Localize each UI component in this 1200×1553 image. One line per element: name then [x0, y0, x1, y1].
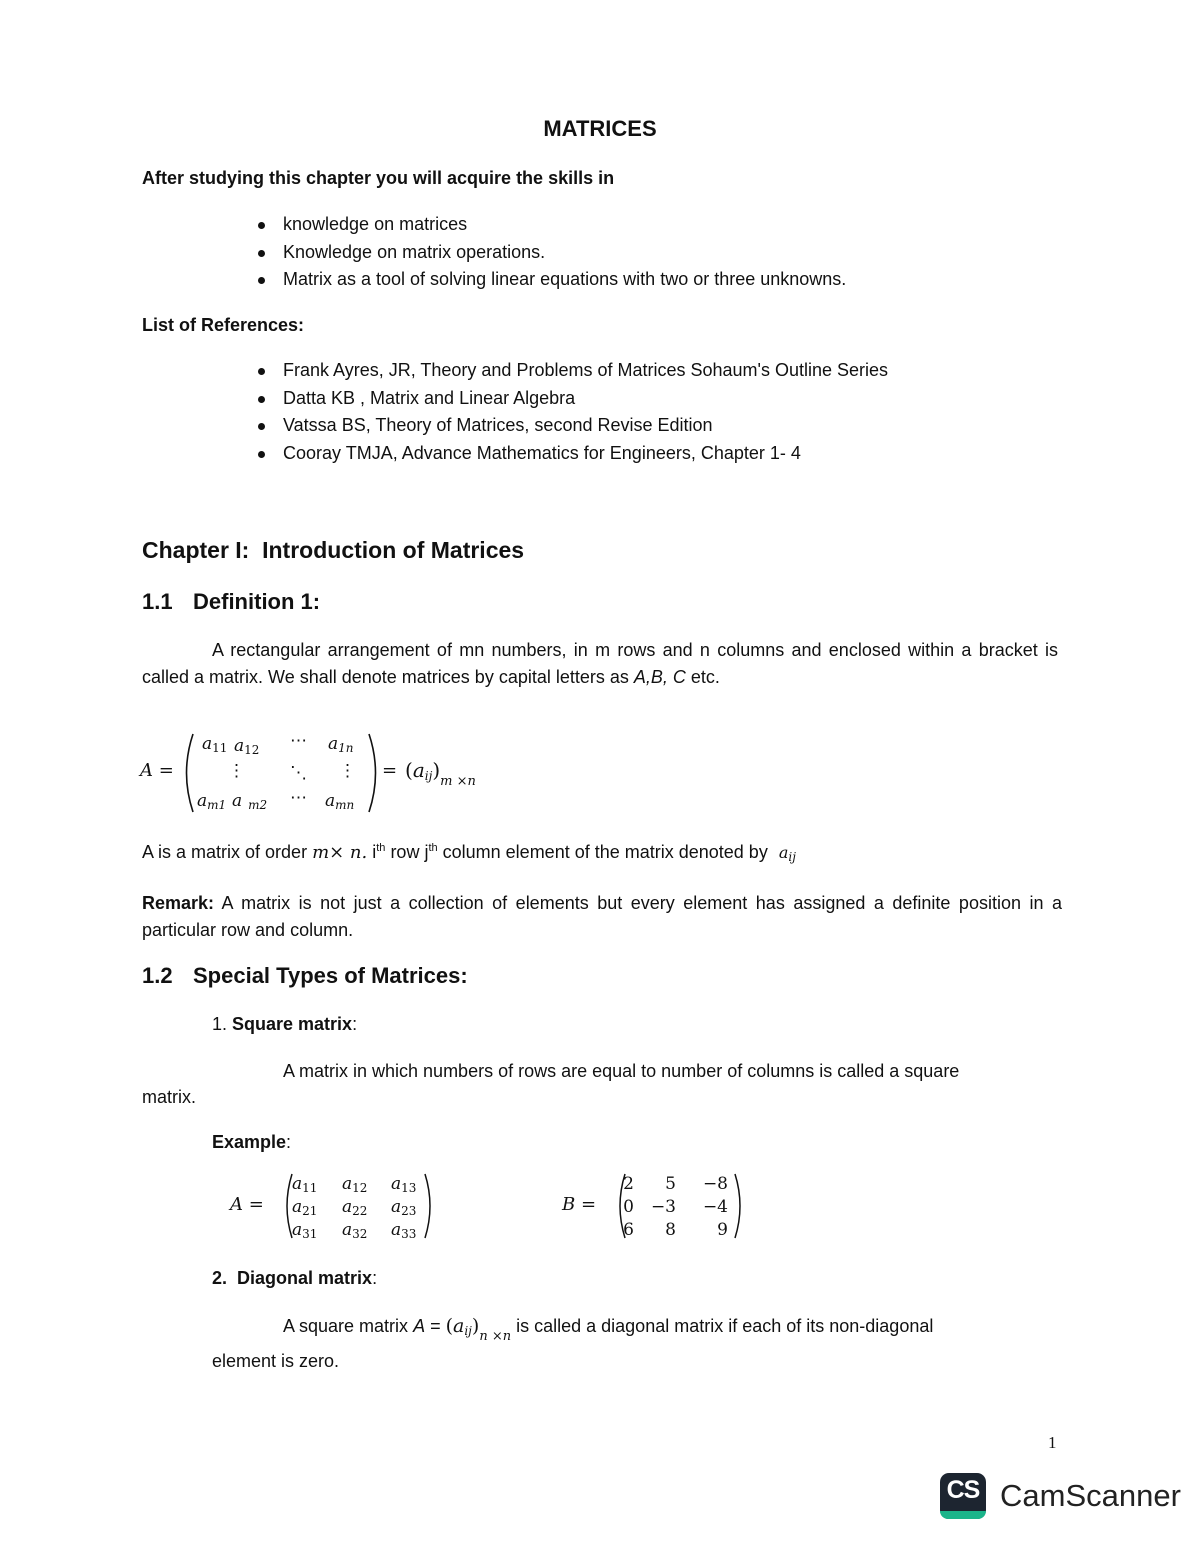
remark-label: Remark:	[142, 893, 215, 913]
definition-paragraph	[142, 637, 1058, 691]
intro-text: After studying this chapter you will acquire the skills in	[142, 168, 615, 188]
skills-list	[258, 211, 846, 294]
page-number: 1	[1048, 1433, 1057, 1452]
cell-b11: 2	[623, 1174, 634, 1194]
cell-a32: $a_{32}$	[342, 1220, 368, 1241]
cell-a23: $a_{23}$	[391, 1197, 417, 1218]
references-list	[258, 357, 888, 467]
diagonal-matrix-heading: 2. Diagonal matrix:	[212, 1268, 378, 1288]
diagonal-matrix-text-end: element is zero.	[212, 1351, 340, 1371]
cell-b12: 5	[665, 1174, 676, 1194]
right-paren	[732, 1172, 746, 1240]
square-matrix-text-end: matrix.	[142, 1087, 196, 1107]
cell-a21: $a_{21}$	[292, 1197, 318, 1218]
list-item: Frank Ayres, JR, Theory and Problems of Matrices Sohaum's Outline Series	[258, 357, 888, 385]
matrix-a-lhs: A =	[230, 1194, 264, 1215]
equals-sign: =	[382, 760, 398, 781]
cell-b31: 6	[623, 1220, 634, 1240]
remark-text: A matrix is not just a collection of elements but every element has assigned a definite position in a particular row and column.	[142, 893, 1062, 940]
list-item: Cooray TMJA, Advance Mathematics for Engineers, Chapter 1- 4	[258, 440, 888, 468]
definition-text: A rectangular arrangement of mn numbers, in m rows and n columns and enclosed within a bracket is called a matrix. We shall denote matrices by capital letters as	[142, 640, 1058, 687]
example-label: Example:	[212, 1132, 292, 1152]
definition-text-end: etc.	[685, 667, 720, 687]
definition-vars: A,B, C	[633, 667, 686, 687]
matrix-b-lhs: B =	[562, 1194, 597, 1215]
chapter-heading: Chapter I: Introduction of Matrices	[142, 537, 525, 563]
cell-b21: 0	[623, 1197, 634, 1217]
example-matrix-a	[230, 1170, 440, 1242]
cell-dots-1: ⋯	[290, 731, 307, 751]
section-1-2-title: Special Types of Matrices:	[193, 963, 468, 988]
logo-stripe	[940, 1511, 986, 1519]
cell-dots-3: ⋯	[290, 788, 307, 808]
cell-a11: $a_{11}$	[202, 734, 228, 755]
example-matrix-b	[562, 1170, 752, 1242]
logo-letters: CS	[946, 1476, 980, 1504]
cell-am2: a $_{m2}$	[232, 791, 268, 812]
general-matrix-equation	[140, 728, 520, 818]
section-1-1-title: Definition 1:	[193, 589, 321, 614]
right-paren	[422, 1172, 436, 1240]
cell-b33: 9	[717, 1220, 728, 1240]
camscanner-brand: CamScanner	[1000, 1478, 1181, 1513]
cell-vdots-2: ⋮	[339, 761, 356, 781]
cell-a1n: $a_{1n}$	[328, 734, 354, 755]
section-1-2-number: 1.2	[142, 963, 173, 988]
cell-amn: $a_{mn}$	[325, 791, 355, 812]
diagonal-matrix-text: A square matrix $A = (a_{ij})_{n \times n}$ is called a diagonal matrix if each of its non-diagonal	[283, 1315, 934, 1344]
cell-a12: $a_{12}$	[342, 1174, 368, 1195]
list-item: Datta KB , Matrix and Linear Algebra	[258, 385, 888, 413]
cell-a31: $a_{31}$	[292, 1220, 318, 1241]
cell-am1: $a_{m1}$	[197, 791, 227, 812]
camscanner-logo	[940, 1473, 986, 1519]
order-sentence: A is a matrix of order m× n. $i^{th}$ row $j^{th}$ column element of the matrix denoted by $a_{ij}$	[142, 842, 796, 864]
remark-paragraph	[142, 890, 1062, 944]
page-title: MATRICES	[543, 116, 657, 141]
rhs-notation: $(a_{ij})_{m \times n}$	[405, 758, 476, 789]
cell-b23: −4	[702, 1197, 728, 1217]
list-item: Matrix as a tool of solving linear equations with two or three unknowns.	[258, 266, 846, 294]
square-matrix-heading: 1. Square matrix:	[212, 1014, 358, 1034]
left-paren	[178, 732, 196, 814]
cell-b32: 8	[665, 1220, 676, 1240]
cell-ddots: ⋱	[290, 763, 307, 783]
cell-vdots-1: ⋮	[228, 761, 245, 781]
matrix-lhs: A =	[140, 760, 174, 781]
section-1-1-number: 1.1	[142, 589, 173, 614]
cell-a13: $a_{13}$	[391, 1174, 417, 1195]
cell-a11: $a_{11}$	[292, 1174, 318, 1195]
cell-b22: −3	[650, 1197, 676, 1217]
cell-a12: $a_{12}$	[234, 736, 260, 757]
list-item: Vatssa BS, Theory of Matrices, second Revise Edition	[258, 412, 888, 440]
cell-b13: −8	[702, 1174, 728, 1194]
list-item: knowledge on matrices	[258, 211, 846, 239]
references-heading: List of References:	[142, 315, 305, 335]
cell-a33: $a_{33}$	[391, 1220, 417, 1241]
list-item: Knowledge on matrix operations.	[258, 239, 846, 267]
cell-a22: $a_{22}$	[342, 1197, 368, 1218]
square-matrix-text: A matrix in which numbers of rows are equal to number of columns is called a square	[283, 1061, 960, 1081]
